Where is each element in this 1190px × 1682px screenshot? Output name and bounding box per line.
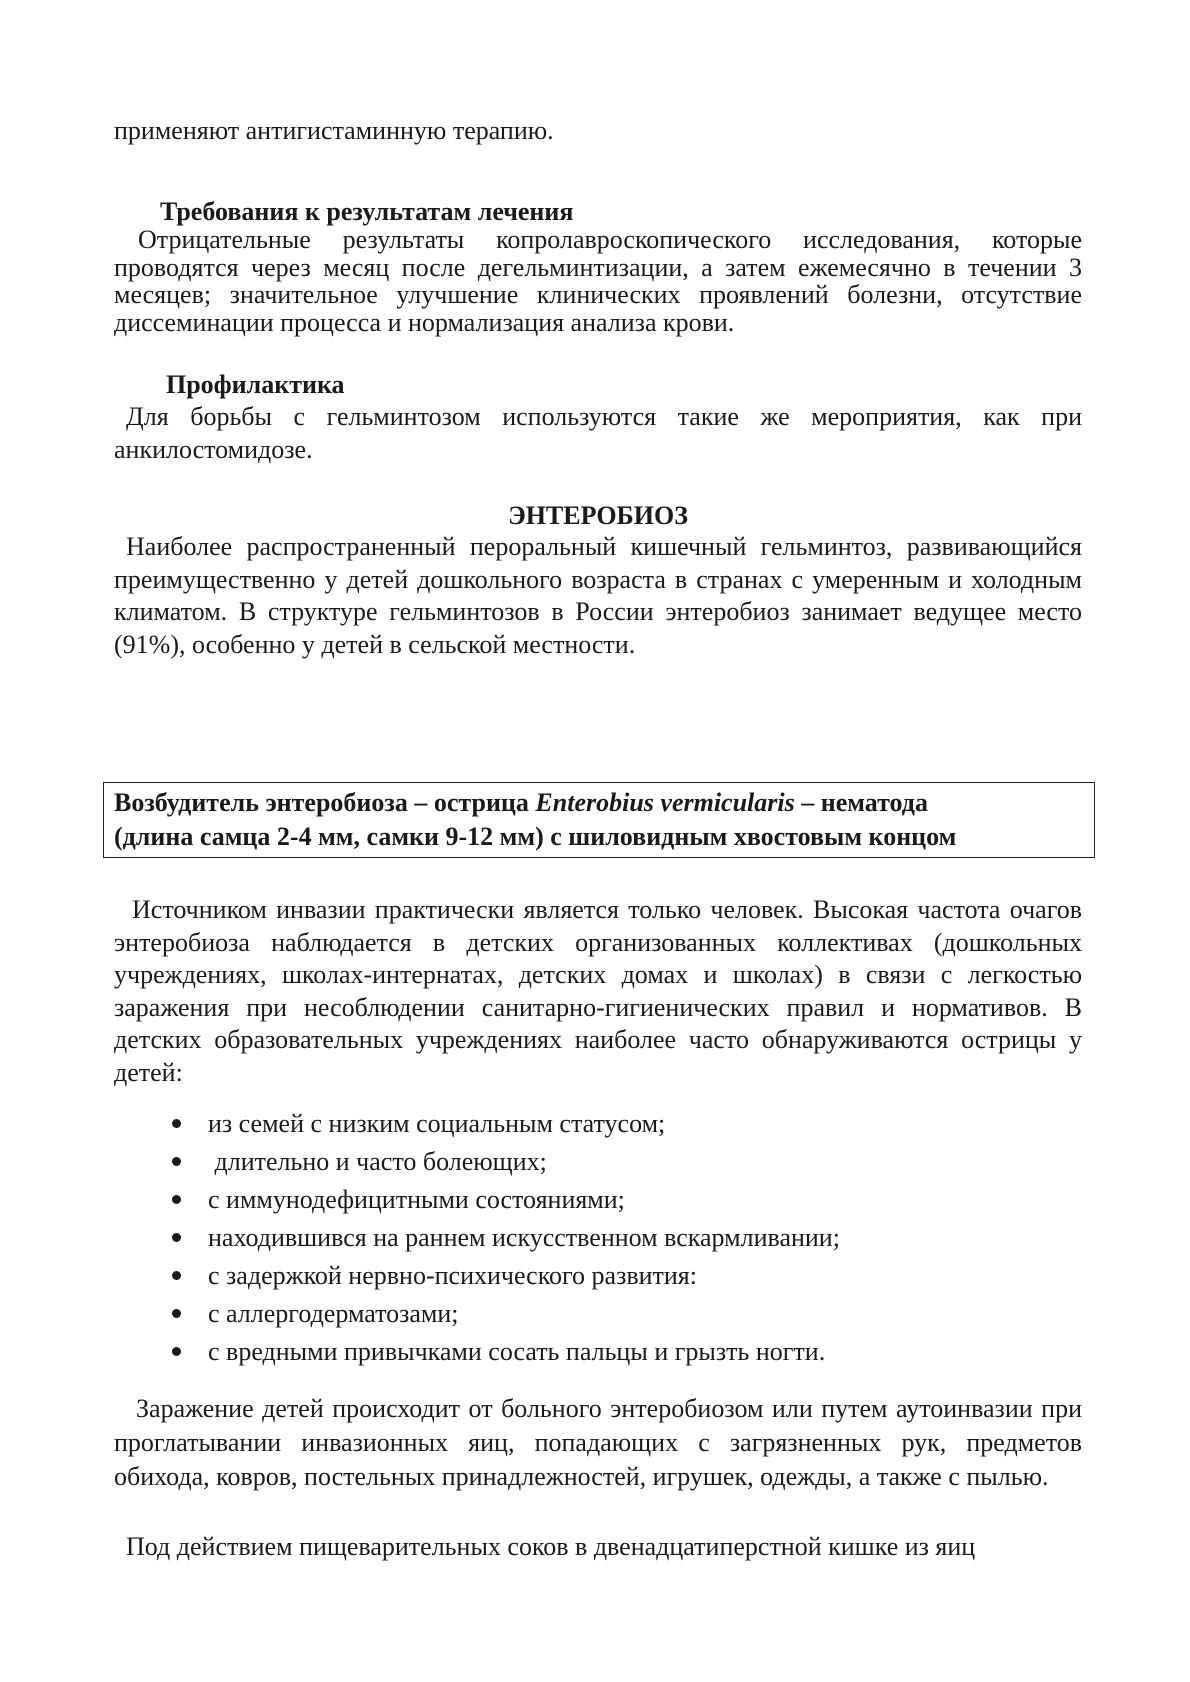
list-item: с вредными привычками сосать пальцы и грызть ногти. (114, 1333, 1082, 1371)
list-item: с задержкой нервно-психического развития: (114, 1257, 1082, 1295)
bullet-icon (172, 1309, 181, 1318)
bullet-icon (172, 1195, 181, 1204)
opening-line: применяют антигистаминную терапию. (114, 116, 554, 145)
list-item: с иммунодефицитными состояниями; (114, 1181, 1082, 1219)
heading-enterobiosis: ЭНТЕРОБИОЗ (508, 501, 688, 530)
list-item: находившився на раннем искусственном вскармливании; (114, 1219, 1082, 1257)
paragraph-enterobiosis: Наиболее распространенный пероральный кишечный гельминтоз, развивающийся преимущественно у детей дошкольного возраста в странах с умеренным и холодным климатом. В структуре гельминтозов в России энтеробиоз занимает ведущее место (91%), особенно у детей в сельской местности. (114, 532, 1082, 659)
paragraph-digestion-start: Под действием пищеварительных соков в двенадцатиперстной кишке из яиц (126, 1532, 976, 1561)
heading-prevention: Профилактика (166, 370, 345, 399)
paragraph-treatment-requirements: Отрицательные результаты копролавроскопического исследования, которые проводятся через месяц после дегельминтизации, а затем ежемесячно в течении 3 месяцев; значительное улучшение клинических проявлений болезни, отсутствие диссеминации процесса и нормализация анализа крови. (114, 225, 1082, 337)
bullet-icon (172, 1157, 181, 1166)
paragraph-infection-source: Источником инвазии практически является только человек. Высокая частота очагов энтеробиоза наблюдается в детских организованных коллективах (дошкольных учреждениях, школах-интернатах, детских домах и школах) в связи с легкостью заражения при несоблюдении санитарно-гигиенических правил и нормативов. В детских образовательных учреждениях наиболее часто обнаруживаются острицы у детей: (114, 895, 1082, 1087)
risk-groups-list (114, 1105, 1082, 1371)
paragraph-infection-route: Заражение детей происходит от больного энтеробиозом или путем аутоинвазии при проглатывании инвазионных яиц, попадающих с загрязненных рук, предметов обихода, ковров, постельных принадлежностей, игрушек, одежды, а также с пылью. (114, 1394, 1082, 1491)
bullet-icon (172, 1119, 181, 1128)
boxed-note-prefix: Возбудитель энтеробиоза – острица (114, 788, 536, 817)
boxed-note (114, 786, 1084, 854)
heading-treatment-requirements: Требования к результатам лечения (160, 197, 574, 226)
list-item: длительно и часто болеющих; (114, 1143, 1082, 1181)
list-item: из семей с низким социальным статусом; (114, 1105, 1082, 1143)
bullet-icon (172, 1271, 181, 1280)
bullet-icon (172, 1233, 181, 1242)
bullet-icon (172, 1347, 181, 1356)
boxed-note-line2: (длина самца 2-4 мм, самки 9-12 мм) с шиловидным хвостовым концом (114, 822, 957, 851)
boxed-note-latin: Enterobius vermicularis (535, 788, 795, 817)
list-item: с аллергодерматозами; (114, 1295, 1082, 1333)
paragraph-prevention: Для борьбы с гельминтозом используются такие же мероприятия, как при анкилостомидозе. (114, 402, 1082, 464)
boxed-note-suffix: – нематода (794, 788, 928, 817)
